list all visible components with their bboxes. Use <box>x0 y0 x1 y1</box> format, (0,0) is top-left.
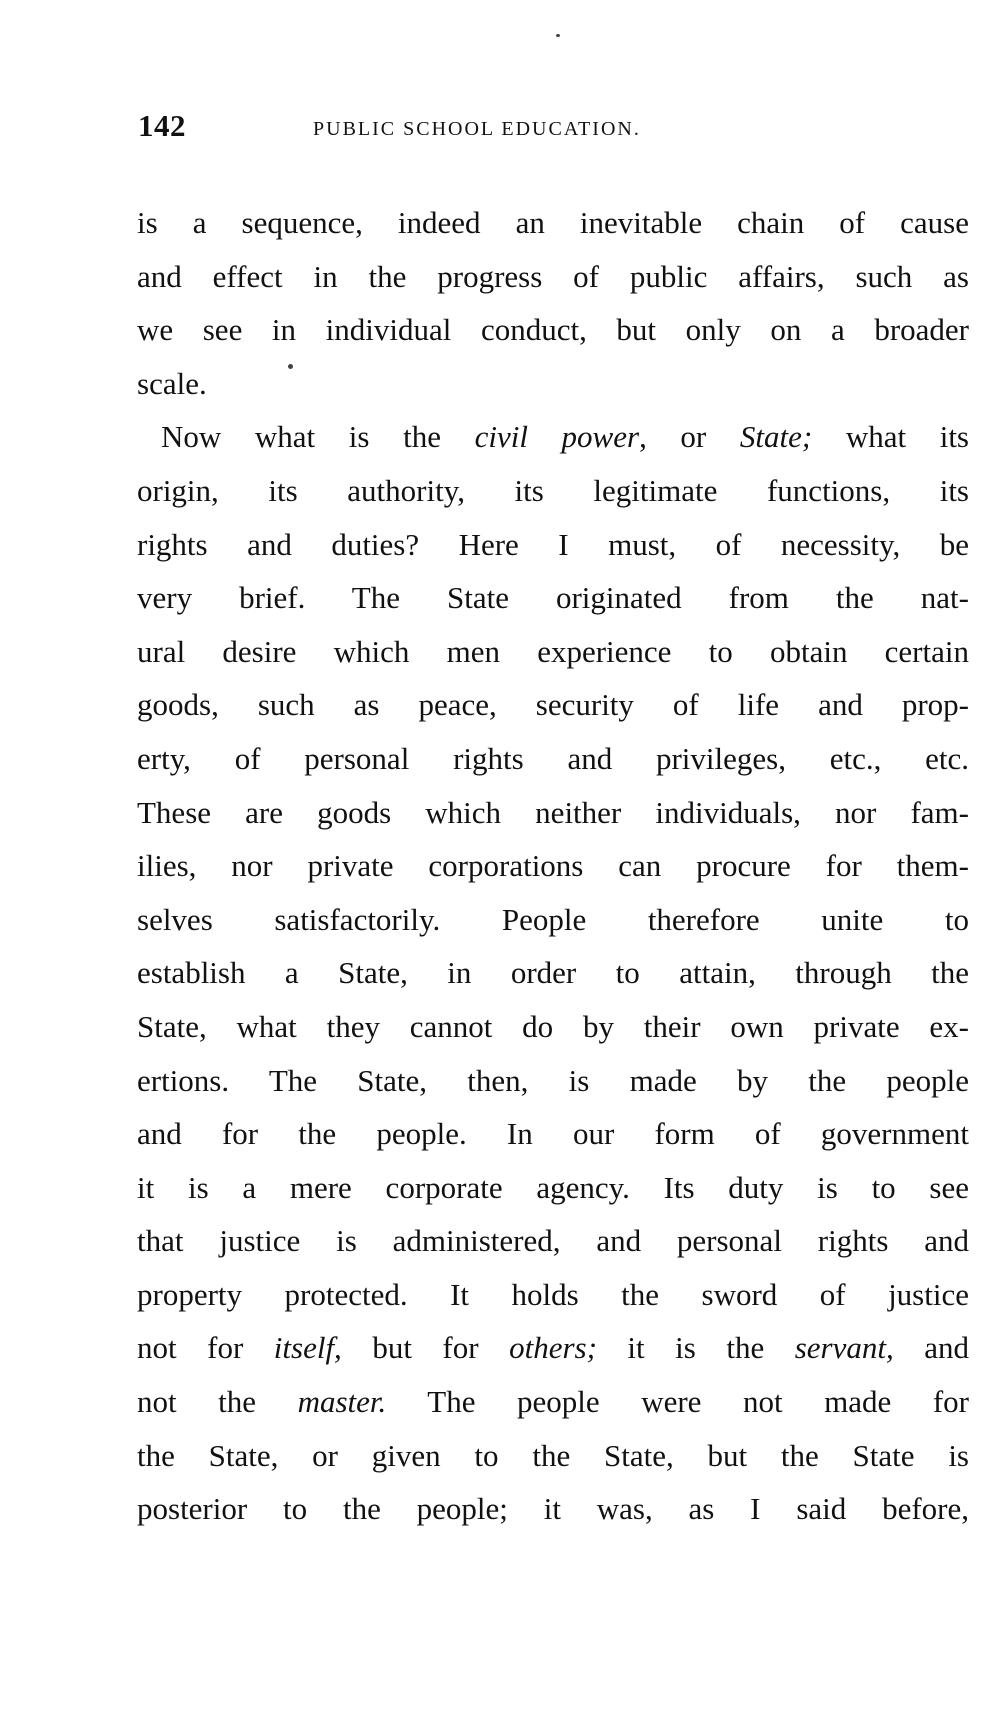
text-line: very brief. The State originated from the nat- <box>137 580 969 616</box>
text-line: we see in individual conduct, but only on a broader <box>137 312 969 348</box>
running-head: PUBLIC SCHOOL EDUCATION. <box>313 118 641 140</box>
text-line: scale. <box>137 365 207 401</box>
text-line: These are goods which neither individuals, nor fam- <box>137 794 969 830</box>
text-line: that justice is administered, and personal rights and <box>137 1223 969 1259</box>
text-run: it is the <box>596 1330 795 1366</box>
text-line: ertions. The State, then, is made by the people <box>137 1062 969 1098</box>
text-line: selves satisfactorily. People therefore unite to <box>137 901 969 937</box>
text-line: property protected. It holds the sword of justice <box>137 1276 969 1312</box>
body-text <box>137 196 969 1536</box>
text-run: Now what is the <box>161 419 475 455</box>
text-line: is a sequence, indeed an inevitable chain of cause <box>137 205 969 240</box>
text-line: establish a State, in order to attain, through the <box>137 955 969 991</box>
italic-text: servant, <box>794 1330 894 1366</box>
text-line: State, what they cannot do by their own private ex- <box>137 1008 969 1044</box>
italic-text: State; <box>739 419 813 455</box>
text-run: not for <box>137 1330 274 1366</box>
text-run: but for <box>341 1330 510 1366</box>
italic-text: others; <box>509 1330 597 1366</box>
scan-speck <box>556 34 560 37</box>
text-line: origin, its authority, its legitimate functions, its <box>137 472 969 508</box>
text-run: The people were not made for <box>386 1384 969 1420</box>
italic-text: master. <box>297 1384 387 1420</box>
text-line: it is a mere corporate agency. Its duty is to see <box>137 1169 969 1205</box>
text-run: and <box>893 1330 969 1366</box>
text-line <box>137 1321 969 1375</box>
italic-text: civil power <box>474 419 640 455</box>
text-run: what its <box>812 419 969 455</box>
text-line <box>137 410 969 464</box>
text-run: not the <box>137 1384 298 1420</box>
text-run: , or <box>639 419 740 455</box>
text-line <box>137 1375 969 1429</box>
text-line: erty, of personal rights and privileges, etc., etc. <box>137 740 969 776</box>
text-line: goods, such as peace, security of life and prop- <box>137 687 969 723</box>
page-number: 142 <box>138 108 186 143</box>
text-line: the State, or given to the State, but the State is <box>137 1437 969 1473</box>
text-line: and for the people. In our form of government <box>137 1116 969 1152</box>
italic-text: itself, <box>273 1330 342 1366</box>
text-line: ilies, nor private corporations can procure for them- <box>137 848 969 884</box>
text-line: rights and duties? Here I must, of necessity, be <box>137 526 969 562</box>
text-line: and effect in the progress of public affairs, such as <box>137 258 969 294</box>
text-line: ural desire which men experience to obtain certain <box>137 633 969 669</box>
page-header <box>138 108 968 158</box>
text-line: posterior to the people; it was, as I said before, <box>137 1491 969 1527</box>
